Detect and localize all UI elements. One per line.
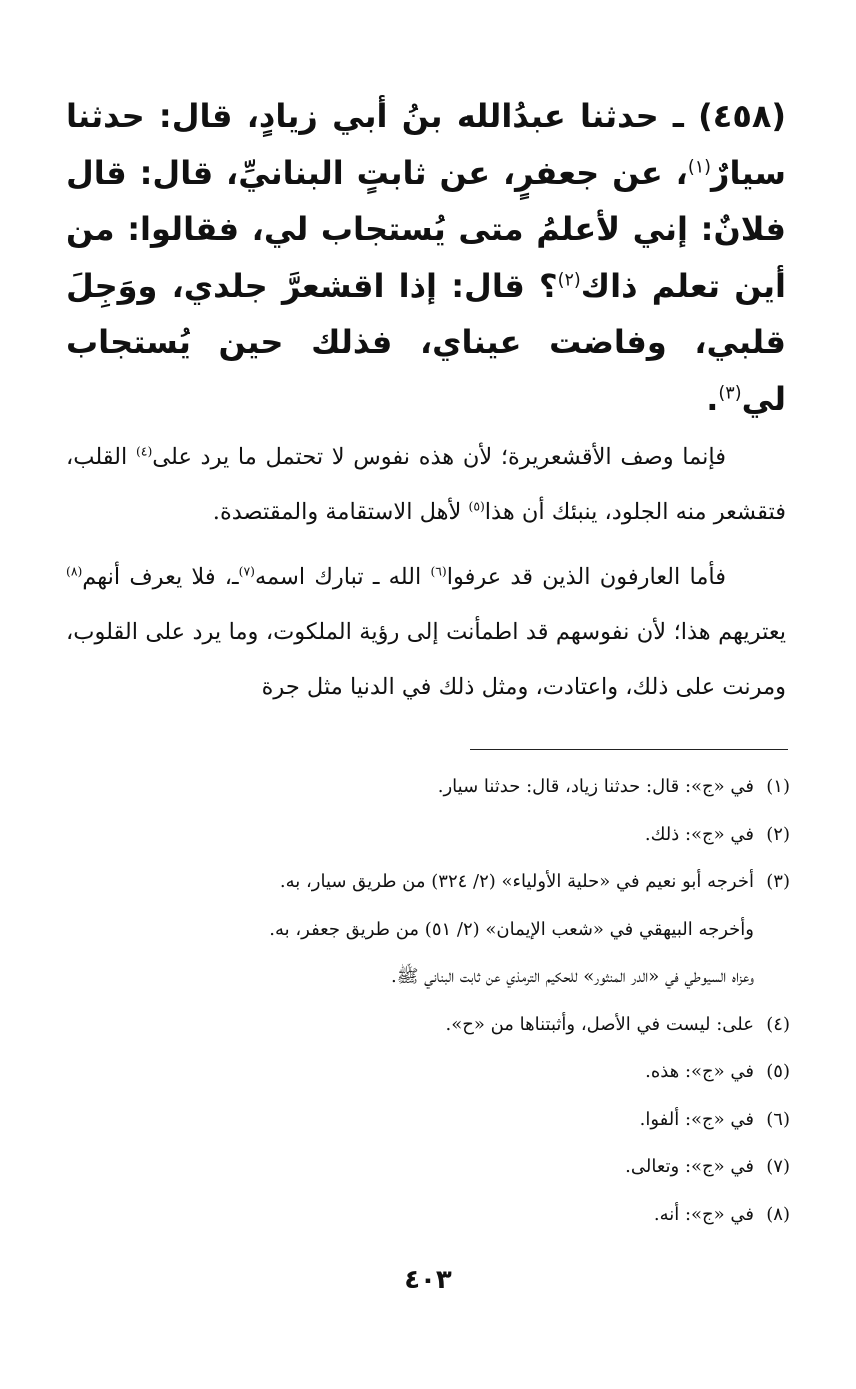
footnote-item: [70, 811, 790, 859]
footnote-item: [70, 858, 790, 1001]
footnote-ref-4[interactable]: (٤): [135, 444, 153, 459]
footnote-number: (٤): [766, 1013, 790, 1035]
footnote-ref-5[interactable]: (٥): [468, 499, 485, 514]
hadith-number: (٤٥٨): [698, 97, 786, 135]
hadith-text-part: ، عن جعفرٍ، عن ثابتٍ البنانيِّ، قال: قال فلانٌ: إني لأعلمُ متى يُستجاب لي، فقالوا: من أين تعلم ذاك: [66, 153, 787, 305]
footnote-list: [70, 763, 790, 1238]
footnote-ref-1[interactable]: (١): [687, 156, 712, 177]
footnote-number: (٥): [766, 1061, 790, 1082]
hadith-text: [66, 88, 786, 427]
footnote-item: [70, 1143, 790, 1191]
footnote-item: [70, 1001, 790, 1049]
footnote-number: (٧): [766, 1156, 790, 1177]
footnote-divider: [470, 749, 788, 750]
commentary-text: فأما العارفون الذين قد عرفوا: [446, 564, 726, 590]
footnote-ref-8[interactable]: (٨): [66, 564, 83, 579]
footnote-text: في «ج»: أنه.: [653, 1203, 754, 1225]
footnote-number: (٨): [766, 1203, 790, 1225]
hadith-text-part: .: [706, 379, 719, 418]
footnote-ref-3[interactable]: (٣): [718, 382, 742, 403]
footnote-text: وأخرجه البيهقي في «شعب الإيمان» (٢/ ٥١) من طريق جعفر، به.: [269, 918, 754, 940]
footnote-item: [70, 1191, 790, 1239]
commentary-text: الله ـ تبارك اسمه: [254, 564, 431, 590]
commentary-text: يعتريهم هذا؛ لأن نفوسهم قد اطمأنت إلى رؤية الملكوت، وما يرد على القلوب، ومرنت على ذلك، واعتادت، ومثل ذلك في الدنيا مثل جرة: [66, 619, 786, 700]
footnote-text: في «ج»: ألفوا.: [639, 1108, 754, 1130]
footnote-item: [70, 1096, 790, 1144]
footnote-text: في «ج»: هذه.: [645, 1061, 754, 1082]
commentary-paragraph-2: [66, 550, 786, 715]
footnote-ref-2[interactable]: (٢): [557, 269, 581, 290]
footnote-text: في «ج»: وتعالى.: [625, 1156, 754, 1177]
page-number: ٤٠٣: [404, 1265, 452, 1295]
footnote-number: (١): [766, 776, 790, 797]
hadith-text-part: ـ حدثنا عبدُالله بنُ أبي زيادٍ، قال: حدثنا سيارٌ: [66, 97, 786, 192]
footnote-ref-6[interactable]: (٦): [430, 564, 447, 579]
footnote-text: في «ج»: قال: حدثنا زياد، قال: حدثنا سيار.: [437, 776, 754, 797]
footnote-text: على: ليست في الأصل، وأثبتناها من «ح».: [445, 1013, 754, 1035]
footnote-text: وعزاه السيوطي في «الدر المنثور» للحكيم الترمذي عن ثابت البناني ﷺ.: [390, 966, 754, 987]
footnote-ref-7[interactable]: (٧): [238, 564, 255, 579]
footnote-number: (٣): [766, 871, 790, 892]
footnote-item: [70, 763, 790, 811]
hadith-text-part: ؟ قال: إذا اقشعرَّ جلدي، ووَجِلَ قلبي، وفاضت عيناي، فذلك حين يُستجاب لي: [66, 266, 786, 418]
footnote-text: أخرجه أبو نعيم في «حلية الأولياء» (٢/ ٣٢٤) من طريق سيار، به.: [279, 871, 754, 892]
commentary-text: القلب، فتقشعر منه الجلود، ينبئك أن هذا: [66, 444, 786, 525]
footnote-text: في «ج»: ذلك.: [644, 823, 754, 845]
commentary-text: لأهل الاستقامة والمقتصدة.: [212, 499, 469, 525]
commentary-text: ـ، فلا يعرف أنهم: [82, 564, 239, 590]
commentary-text: فإنما وصف الأقشعريرة؛ لأن هذه نفوس لا تحتمل ما يرد على: [152, 444, 726, 470]
footnote-number: (٢): [766, 823, 790, 845]
commentary-paragraph-1: [66, 430, 786, 540]
footnote-number: (٦): [766, 1108, 790, 1130]
footnote-item: [70, 1048, 790, 1096]
